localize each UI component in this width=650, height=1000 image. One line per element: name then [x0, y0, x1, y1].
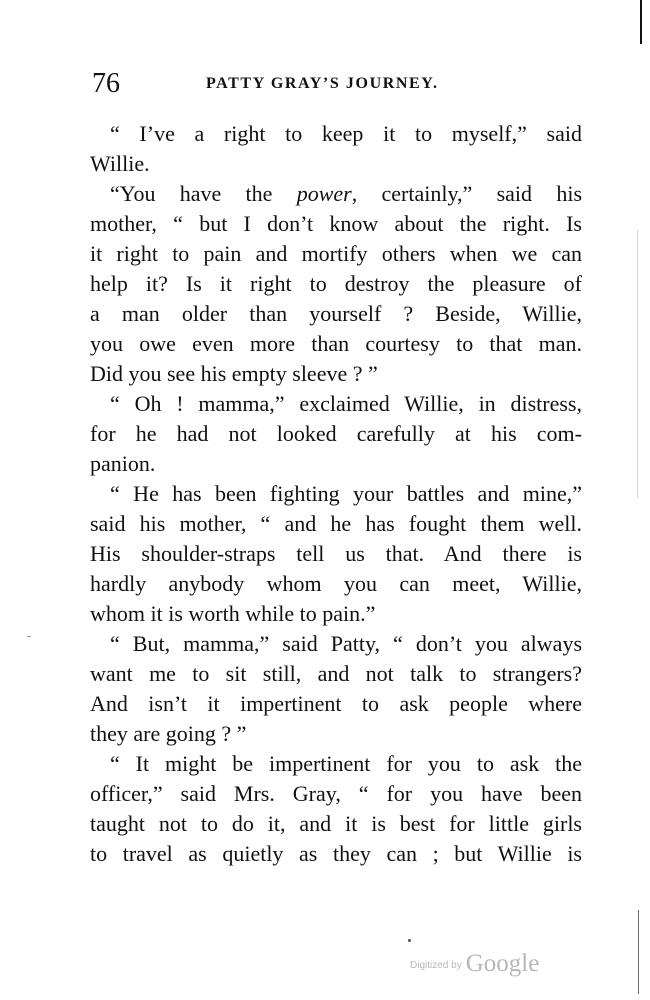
text-line: His shoulder-straps tell us that. And there is — [90, 541, 582, 566]
text-line: whom it is worth while to pain.” — [90, 601, 376, 626]
text-fragment: “You have the — [110, 181, 273, 206]
left-scan-speck — [27, 636, 31, 637]
text-line: you owe even more than courtesy to that man. — [90, 331, 582, 356]
body-text — [90, 119, 582, 869]
text-line: taught not to do it, and it is best for little girls — [90, 811, 582, 836]
text-line: for he had not looked carefully at his com- — [90, 421, 582, 446]
scan-edge-top — [640, 0, 642, 44]
text-line: “ But, mamma,” said Patty, “ don’t you always — [110, 631, 582, 656]
scan-edge-middle — [637, 230, 638, 498]
text-line: Willie. — [90, 151, 150, 176]
text-line: to travel as quietly as they can ; but Willie is — [90, 841, 582, 866]
page-header — [92, 64, 582, 104]
text-line: And isn’t it impertinent to ask people where — [90, 691, 582, 716]
text-line: want me to sit still, and not talk to strangers? — [90, 661, 582, 686]
text-fragment: , certainly,” said his — [351, 181, 582, 206]
watermark-small-text: Digitized by — [410, 960, 462, 971]
text-line-with-italic — [90, 179, 582, 209]
watermark-brand-logo: Google — [465, 950, 540, 977]
text-line: “ He has been fighting your battles and mine,” — [110, 481, 582, 506]
scan-edge-bottom — [638, 910, 639, 994]
text-line: panion. — [90, 451, 156, 476]
bottom-scan-speck — [408, 939, 411, 942]
text-line: it right to pain and mortify others when we can — [90, 241, 582, 266]
text-line: “ It might be impertinent for you to ask the — [110, 751, 582, 776]
text-line: mother, “ but I don’t know about the right. Is — [90, 211, 582, 236]
text-line: help it? Is it right to destroy the pleasure of — [90, 271, 582, 296]
italic-word: power — [296, 181, 352, 206]
digitization-watermark — [410, 950, 550, 980]
text-line: officer,” said Mrs. Gray, “ for you have been — [90, 781, 582, 806]
text-line: “ Oh ! mamma,” exclaimed Willie, in distress, — [110, 391, 582, 416]
text-line: a man older than yourself ? Beside, Willie, — [90, 301, 582, 326]
text-line: said his mother, “ and he has fought them well. — [90, 511, 582, 536]
page-number: 76 — [92, 68, 120, 99]
running-head: PATTY GRAY’S JOURNEY. — [206, 75, 439, 92]
text-line: hardly anybody whom you can meet, Willie, — [90, 571, 582, 596]
text-line: they are going ? ” — [90, 721, 247, 746]
text-line: Did you see his empty sleeve ? ” — [90, 361, 378, 386]
text-line: “ I’ve a right to keep it to myself,” said — [110, 121, 582, 146]
